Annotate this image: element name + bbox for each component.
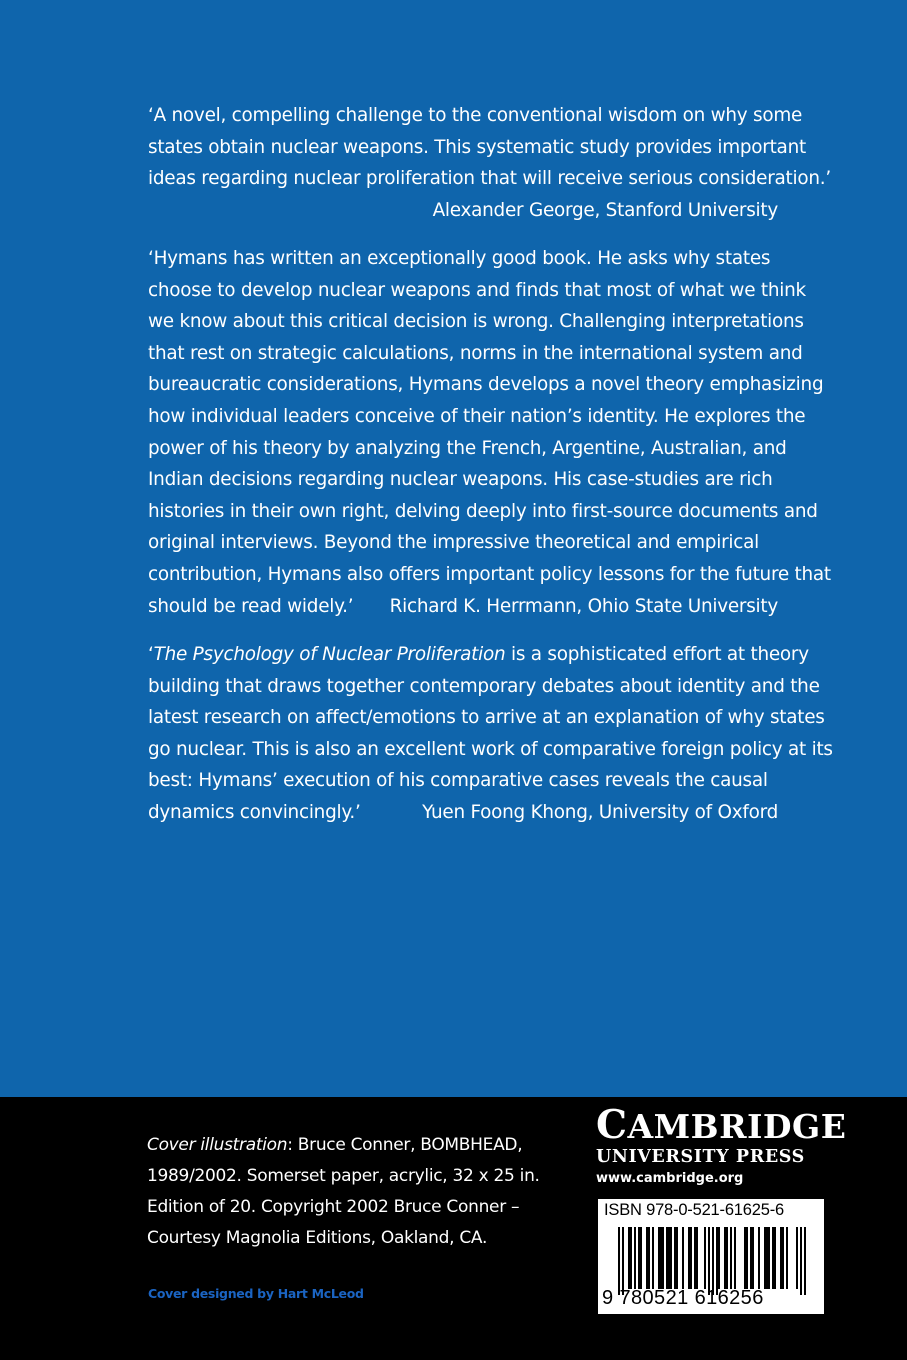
review-quote-khong bbox=[148, 639, 833, 829]
publisher-name-rest: AMBRIDGE bbox=[627, 1107, 847, 1146]
barcode-bar bbox=[708, 1227, 710, 1295]
quote-last-line-row bbox=[148, 591, 778, 623]
credits-line: 1989/2002. Somerset paper, acrylic, 32 x 25 in. bbox=[147, 1166, 540, 1186]
barcode-bar bbox=[704, 1227, 706, 1289]
review-quote-herrmann bbox=[148, 243, 831, 622]
barcode-bar bbox=[690, 1227, 692, 1289]
barcode-bar bbox=[718, 1227, 720, 1289]
barcode-bar bbox=[712, 1227, 714, 1295]
barcode-bar bbox=[804, 1227, 806, 1295]
publisher-url: www.cambridge.org bbox=[596, 1171, 744, 1186]
credits-line: Edition of 20. Copyright 2002 Bruce Conner – bbox=[147, 1197, 520, 1217]
barcode-bar bbox=[734, 1227, 736, 1289]
barcode-bar bbox=[746, 1227, 748, 1289]
barcode-bar bbox=[652, 1227, 654, 1289]
barcode-bar bbox=[726, 1227, 728, 1289]
barcode-bar bbox=[638, 1227, 640, 1289]
quote-line: contribution, Hymans also offers important policy lessons for the future that bbox=[148, 563, 831, 585]
quote-line: we know about this critical decision is wrong. Challenging interpretations bbox=[148, 311, 804, 333]
barcode-bar bbox=[634, 1227, 636, 1289]
barcode-bar bbox=[694, 1227, 696, 1289]
quote-line: states obtain nuclear weapons. This systematic study provides important bbox=[148, 136, 806, 158]
barcode-bar bbox=[674, 1227, 676, 1289]
review-quote-george bbox=[148, 100, 831, 226]
isbn-number: ISBN 978-0-521-61625-6 bbox=[604, 1201, 784, 1219]
quote-line: how individual leaders conceive of their nation’s identity. He explores the bbox=[148, 405, 806, 427]
barcode-bar bbox=[766, 1227, 768, 1289]
barcode-bar bbox=[660, 1227, 662, 1289]
quote-line: original interviews. Beyond the impressive theoretical and empirical bbox=[148, 532, 759, 554]
quote-line: go nuclear. This is also an excellent work of comparative foreign policy at its bbox=[148, 738, 833, 760]
quote-attribution: Richard K. Herrmann, Ohio State University bbox=[389, 595, 778, 617]
quote-line: bureaucratic considerations, Hymans develops a novel theory emphasizing bbox=[148, 374, 824, 396]
quote-line: dynamics convincingly.’ bbox=[148, 801, 361, 823]
quote-line: ‘Hymans has written an exceptionally good book. He asks why states bbox=[148, 248, 771, 269]
barcode-bar bbox=[696, 1227, 698, 1289]
credits-line-rest: : Bruce Conner, BOMBHEAD, bbox=[287, 1135, 523, 1155]
quote-attribution: Yuen Foong Khong, University of Oxford bbox=[422, 801, 778, 823]
publisher-press: UNIVERSITY PRESS bbox=[596, 1147, 805, 1167]
credits-first-line bbox=[147, 1130, 527, 1161]
barcode-bar bbox=[752, 1227, 754, 1289]
open-quote: ‘ bbox=[148, 644, 154, 665]
barcode-bar bbox=[774, 1227, 776, 1289]
quote-line: building that draws together contemporary debates about identity and the bbox=[148, 675, 820, 697]
quote-line: best: Hymans’ execution of his comparative cases reveals the causal bbox=[148, 770, 768, 792]
barcode-bar bbox=[724, 1227, 726, 1289]
barcode-bar bbox=[780, 1227, 782, 1289]
quote-line: that rest on strategic calculations, norms in the international system and bbox=[148, 342, 803, 364]
quote-line: ideas regarding nuclear proliferation that will receive serious consideration.’ bbox=[148, 168, 831, 190]
quote-first-line bbox=[148, 639, 809, 671]
barcode-bar bbox=[676, 1227, 678, 1289]
cover-illustration-credits bbox=[147, 1130, 540, 1254]
barcode-bar bbox=[648, 1227, 650, 1289]
quote-line: latest research on affect/emotions to arrive at an explanation of why states bbox=[148, 707, 825, 729]
barcode-bar bbox=[796, 1227, 798, 1289]
barcode-bar bbox=[628, 1227, 630, 1289]
quote-line: ‘A novel, compelling challenge to the conventional wisdom on why some bbox=[148, 105, 803, 126]
barcode-bar bbox=[786, 1227, 788, 1289]
barcode-bar bbox=[618, 1227, 620, 1295]
barcode-bar bbox=[716, 1227, 718, 1295]
barcode-bar bbox=[640, 1227, 642, 1289]
quote-line: histories in their own right, delving deeply into first-source documents and bbox=[148, 500, 818, 522]
barcode-bar bbox=[662, 1227, 664, 1289]
barcode-bar bbox=[646, 1227, 648, 1289]
barcode-bar bbox=[782, 1227, 784, 1289]
cover-designer-credit: Cover designed by Hart McLeod bbox=[148, 1286, 364, 1301]
barcode-bar bbox=[622, 1227, 624, 1295]
barcode-bar bbox=[682, 1227, 684, 1289]
barcode-bar bbox=[758, 1227, 760, 1289]
barcode-bar bbox=[688, 1227, 690, 1289]
quote-line: choose to develop nuclear weapons and finds that most of what we think bbox=[148, 279, 806, 301]
quote-line: should be read widely.’ bbox=[148, 595, 354, 617]
barcode-bar bbox=[800, 1227, 802, 1295]
barcode-bar bbox=[744, 1227, 746, 1289]
barcode-bar bbox=[668, 1227, 670, 1289]
quote-line-rest: is a sophisticated effort at theory bbox=[505, 644, 809, 665]
publisher-name bbox=[596, 1102, 847, 1148]
publisher-logo bbox=[596, 1102, 847, 1188]
isbn-barcode bbox=[598, 1199, 824, 1314]
credits-label: Cover illustration bbox=[147, 1135, 288, 1155]
quote-line: Indian decisions regarding nuclear weapons. His case-studies are rich bbox=[148, 469, 773, 491]
barcode-digits: 9 780521 616256 bbox=[602, 1287, 764, 1309]
book-title: The Psychology of Nuclear Proliferation bbox=[153, 644, 506, 665]
barcode-bar bbox=[772, 1227, 774, 1289]
barcode-bar bbox=[630, 1227, 632, 1289]
barcode-bar bbox=[750, 1227, 752, 1289]
barcode-bar bbox=[670, 1227, 672, 1289]
quote-line: power of his theory by analyzing the French, Argentine, Australian, and bbox=[148, 437, 787, 459]
credits-line: Courtesy Magnolia Editions, Oakland, CA. bbox=[147, 1228, 488, 1248]
quote-last-line-row bbox=[148, 797, 778, 829]
publisher-name-initial: C bbox=[596, 1102, 628, 1148]
barcode-bar bbox=[764, 1227, 766, 1289]
barcode-bar bbox=[666, 1227, 668, 1289]
barcode-bar bbox=[730, 1227, 732, 1289]
quote-attribution: Alexander George, Stanford University bbox=[432, 199, 778, 221]
barcode-bar bbox=[658, 1227, 660, 1289]
barcode-bar bbox=[768, 1227, 770, 1289]
